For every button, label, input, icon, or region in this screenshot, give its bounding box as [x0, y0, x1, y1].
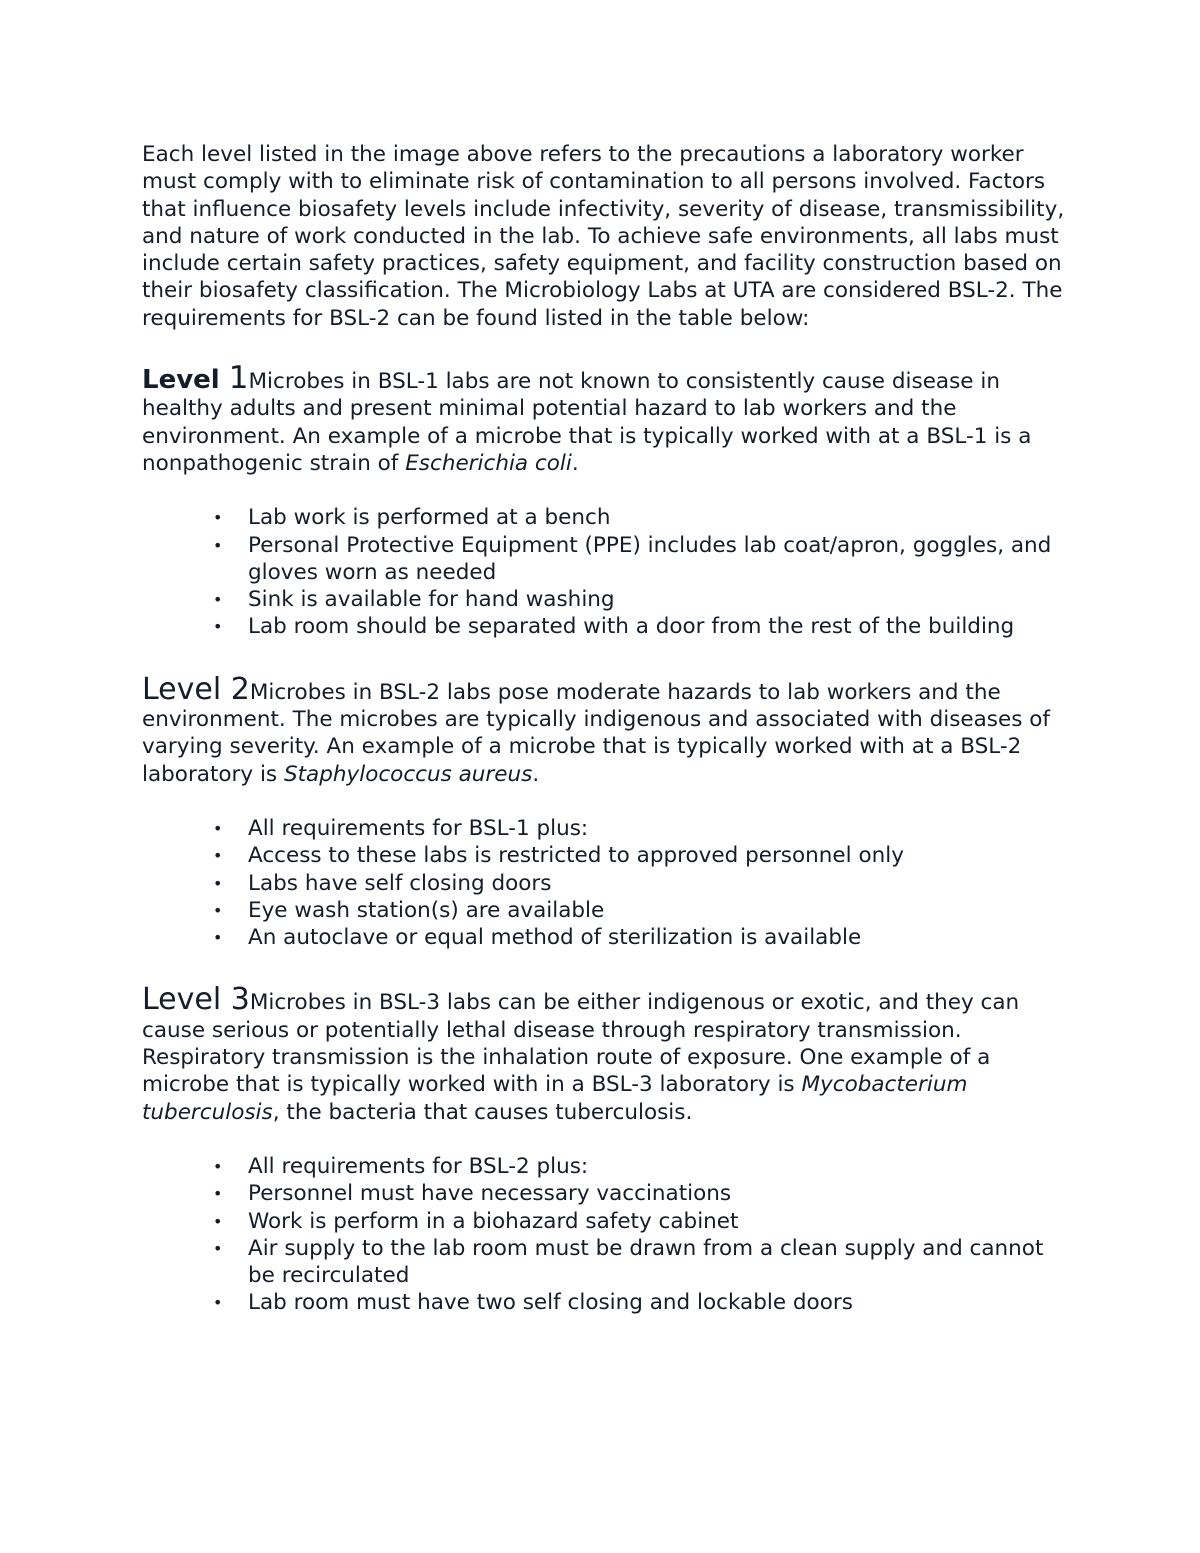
list-item: • Work is perform in a biohazard safety cabinet [213, 1208, 739, 1234]
bullet-icon: • [213, 1156, 223, 1176]
level-1-requirements [142, 504, 1072, 640]
level-3-requirements [142, 1153, 1072, 1317]
level-1-heading: Level 1 [142, 360, 249, 397]
list-item: • Access to these labs is restricted to approved personnel only [213, 843, 904, 869]
bullet-icon: • [213, 535, 223, 555]
bullet-icon: • [213, 617, 223, 637]
list-item: • Personnel must have necessary vaccinations [213, 1181, 732, 1207]
list-item: • Personal Protective Equipment (PPE) includes lab coat/apron, goggles, and gloves worn as needed [213, 532, 1052, 585]
bullet-icon: • [213, 590, 223, 610]
list-item: • Lab room must have two self closing and lockable doors [213, 1290, 853, 1316]
level-1-section [142, 360, 1072, 641]
list-item: • Labs have self closing doors [213, 870, 552, 896]
bullet-icon: • [213, 846, 223, 866]
level-3-section [142, 982, 1072, 1316]
level-2-heading: Level 2 [142, 671, 250, 707]
bullet-icon: • [213, 900, 223, 920]
bullet-icon: • [213, 818, 223, 838]
document-page [142, 141, 1072, 1352]
level-2-description: Level 2Microbes in BSL-2 labs pose moderate hazards to lab workers and the environment. The microbes are typically indigenous and associated with diseases of varying severity. An example of a microbe that is typically worked with at a BSL-2 laboratory is Staphylococcus aureus. [142, 671, 1050, 787]
bullet-icon: • [213, 1184, 223, 1204]
list-item: • All requirements for BSL-1 plus: [213, 815, 589, 841]
list-item: • Sink is available for hand washing [213, 587, 615, 613]
level-1-description: Level 1Microbes in BSL-1 labs are not known to consistently cause disease in healthy adults and present minimal potential hazard to lab workers and the environment. An example of a microbe that is typically worked with at a BSL-1 is a nonpathogenic strain of Escherichia coli. [142, 360, 1032, 476]
bullet-icon: • [213, 928, 223, 948]
level-2-requirements [142, 815, 1072, 951]
list-item: • An autoclave or equal method of sterilization is available [213, 925, 862, 951]
list-item: • Air supply to the lab room must be drawn from a clean supply and cannot be recirculated [213, 1235, 1044, 1289]
bullet-icon: • [213, 1211, 223, 1231]
level-3-description: Level 3Microbes in BSL-3 labs can be either indigenous or exotic, and they can cause serious or potentially lethal disease through respiratory transmission. Respiratory transmission is the inhalation route of exposure. One example of a microbe that is typically worked with in a BSL-3 laboratory is Mycobacterium tuberculosis, the bacteria that causes tuberculosis. [142, 982, 1020, 1125]
list-item: • Eye wash station(s) are available [213, 897, 605, 923]
organism-name: Mycobacterium tuberculosis [142, 1072, 968, 1125]
bullet-icon: • [213, 1293, 223, 1313]
bullet-icon: • [213, 508, 223, 528]
list-item: • Lab room should be separated with a door from the rest of the building [213, 614, 1015, 640]
list-item: • All requirements for BSL-2 plus: [213, 1153, 589, 1179]
bullet-icon: • [213, 873, 223, 893]
intro-paragraph: Each level listed in the image above refers to the precautions a laboratory worker must comply with to eliminate risk of contamination to all persons involved. Factors that influence biosafety levels include infectivity, severity of disease, transmissibility, and nature of work conducted in the lab. To achieve safe environments, all labs must include certain safety practices, safety equipment, and facility construction based on their biosafety classification. The Microbiology Labs at UTA are considered BSL-2. The requirements for BSL-2 can be found listed in the table below: [142, 142, 1065, 331]
organism-name: Escherichia coli [405, 450, 572, 476]
bullet-icon: • [213, 1238, 223, 1258]
level-3-heading: Level 3 [142, 982, 250, 1018]
level-2-section [142, 671, 1072, 952]
list-item: • Lab work is performed at a bench [213, 505, 611, 531]
organism-name: Staphylococcus aureus [283, 761, 533, 787]
